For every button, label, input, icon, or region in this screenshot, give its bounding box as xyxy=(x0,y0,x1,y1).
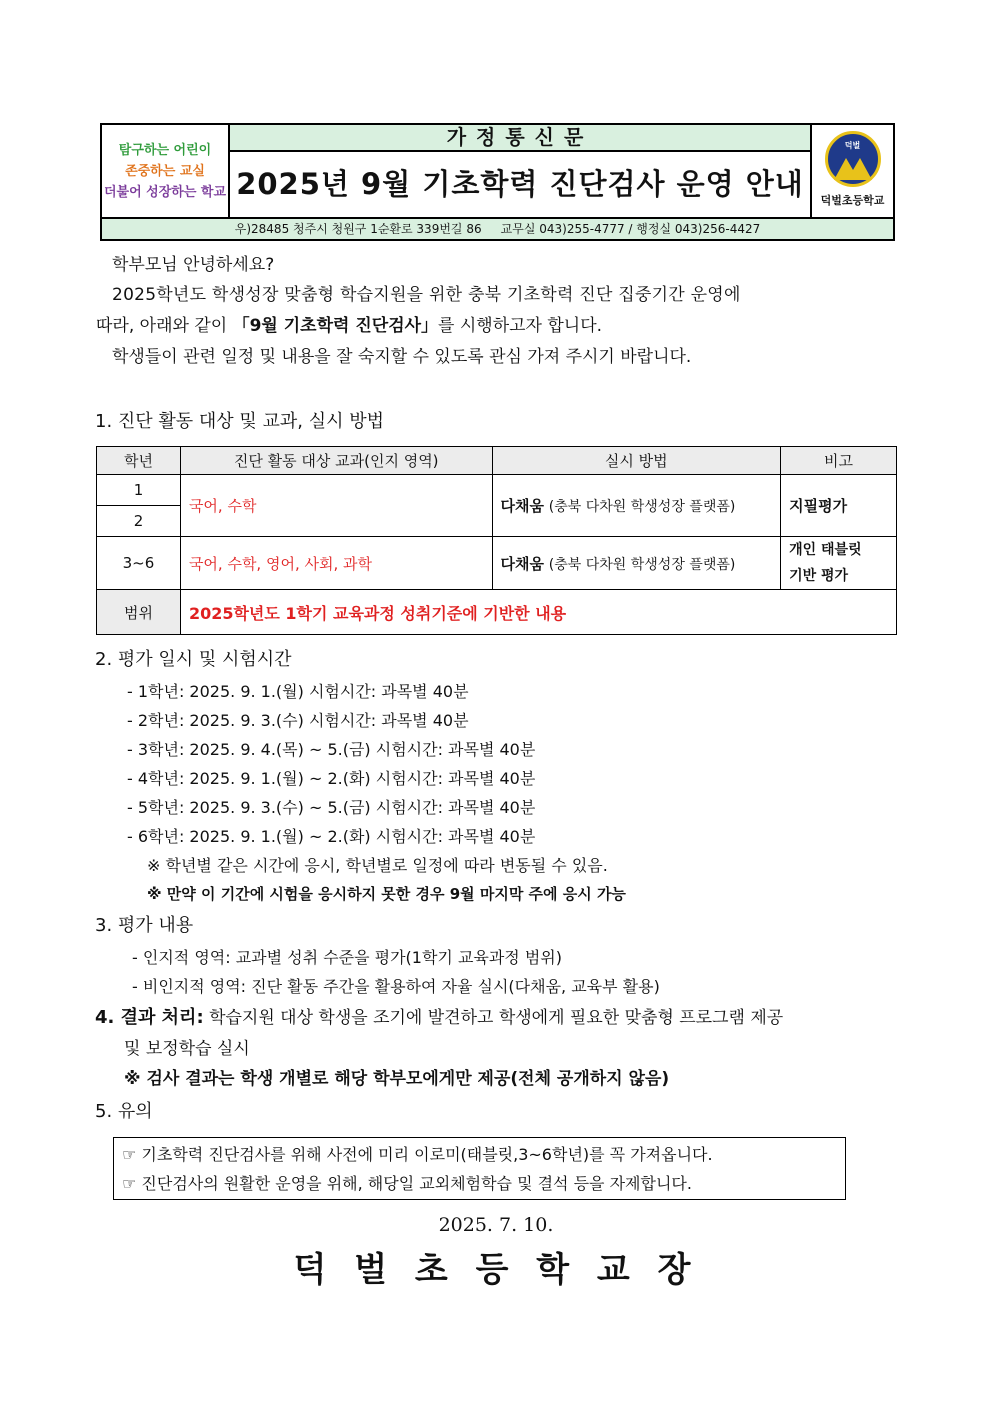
grade-cell: 1 xyxy=(97,475,181,506)
table-row xyxy=(97,537,897,590)
method-name: 다채움 xyxy=(500,497,544,515)
content-list xyxy=(132,943,660,1001)
address-bar xyxy=(102,217,893,239)
motto-line-2: 존중하는 교실 xyxy=(125,163,205,179)
section-2-heading: 2. 평가 일시 및 시험시간 xyxy=(95,649,292,670)
doc-type-label: 가정통신문 xyxy=(230,125,810,152)
subjects-cell: 국어, 수학, 영어, 사회, 과학 xyxy=(180,537,492,590)
section-4-text-1: 학습지원 대상 학생을 조기에 발견하고 학생에게 필요한 맞춤형 프로그램 제공 xyxy=(209,1008,784,1028)
section-4-text-2: 및 보정학습 실시 xyxy=(124,1039,250,1059)
school-logo xyxy=(810,125,893,217)
list-item: - 6학년: 2025. 9. 1.(월) ~ 2.(화) 시험시간: 과목별 40분 xyxy=(127,827,536,846)
list-item: - 1학년: 2025. 9. 1.(월) 시험시간: 과목별 40분 xyxy=(127,682,469,701)
caution-box xyxy=(113,1137,846,1200)
motto-line-3: 더불어 성장하는 학교 xyxy=(103,184,227,200)
method-cell xyxy=(492,475,781,537)
caution-item: ☞ 진단검사의 원활한 운영을 위해, 해당일 교외체험학습 및 결석 등을 자제합니다. xyxy=(122,1174,692,1193)
document-header xyxy=(100,123,895,241)
school-phones: 교무실 043)255-4777 / 행정실 043)256-4427 xyxy=(500,222,761,236)
method-cell xyxy=(492,537,781,590)
table-header-row xyxy=(97,447,897,475)
intro-line-2-pre: 따라, 아래와 같이 xyxy=(96,316,233,336)
schedule-list xyxy=(127,677,626,909)
intro-line-2 xyxy=(96,311,602,341)
note-cell xyxy=(781,537,897,590)
intro-line-3: 학생들이 관련 일정 및 내용을 잘 숙지할 수 있도록 관심 가져 주시기 바랍니다. xyxy=(112,347,692,367)
list-item: - 5학년: 2025. 9. 3.(수) ~ 5.(금) 시험시간: 과목별 40분 xyxy=(127,798,536,817)
diagnosis-table xyxy=(96,446,897,635)
greeting: 학부모님 안녕하세요? xyxy=(112,255,275,275)
col-note: 비고 xyxy=(781,447,897,475)
scope-text: 2025학년도 1학기 교육과정 성취기준에 기반한 내용 xyxy=(180,590,896,635)
list-item: - 4학년: 2025. 9. 1.(월) ~ 2.(화) 시험시간: 과목별 40분 xyxy=(127,769,536,788)
section-4-note: ※ 검사 결과는 학생 개별로 해당 학부모에게만 제공(전체 공개하지 않음) xyxy=(124,1069,670,1089)
note-line-2: 기반 평가 xyxy=(789,568,849,584)
caution-item: ☞ 기초학력 진단검사를 위해 사전에 미리 이로미(태블릿,3~6학년)를 꼭 가져옵니다. xyxy=(122,1145,713,1164)
table-row xyxy=(97,475,897,506)
section-1-heading: 1. 진단 활동 대상 및 교과, 실시 방법 xyxy=(95,411,384,432)
section-3-heading: 3. 평가 내용 xyxy=(95,915,194,936)
page-title: 2025년 9월 기초학력 진단검사 운영 안내 xyxy=(236,167,804,201)
motto-line-1: 탐구하는 어린이 xyxy=(118,142,212,158)
method-name: 다채움 xyxy=(500,554,544,573)
school-address: 우)28485 청주시 청원구 1순환로 339번길 86 xyxy=(234,222,482,236)
list-item: - 2학년: 2025. 9. 3.(수) 시험시간: 과목별 40분 xyxy=(127,711,469,730)
note-cell: 지필평가 xyxy=(781,475,897,537)
scope-row xyxy=(97,590,897,635)
col-subjects: 진단 활동 대상 교과(인지 영역) xyxy=(180,447,492,475)
list-item: - 3학년: 2025. 9. 4.(목) ~ 5.(금) 시험시간: 과목별 40분 xyxy=(127,740,536,759)
emblem-text: 덕벌 xyxy=(844,141,861,150)
school-motto xyxy=(102,125,230,217)
col-method: 실시 방법 xyxy=(492,447,781,475)
schedule-note-2: ※ 만약 이 기간에 시험을 응시하지 못한 경우 9월 마지막 주에 응시 가능 xyxy=(147,885,626,903)
section-5-heading: 5. 유의 xyxy=(95,1101,153,1122)
intro-line-2-post: 를 시행하고자 합니다. xyxy=(438,316,603,336)
section-4-line-1 xyxy=(95,1003,783,1033)
grade-cell: 3~6 xyxy=(97,537,181,590)
school-name: 덕벌초등학교 xyxy=(820,194,885,207)
scope-label: 범위 xyxy=(97,590,181,635)
col-grade: 학년 xyxy=(97,447,181,475)
intro-event-name: 「9월 기초학력 진단검사」 xyxy=(232,316,439,336)
schedule-note-1: ※ 학년별 같은 시간에 응시, 학년별로 일정에 따라 변동될 수 있음. xyxy=(147,856,608,875)
school-emblem-icon xyxy=(825,131,881,187)
intro-line-1: 2025학년도 학생성장 맞춤형 학습지원을 위한 충북 기초학력 진단 집중기간 운영에 xyxy=(112,285,741,305)
list-item: - 인지적 영역: 교과별 성취 수준을 평가(1학기 교육과정 범위) xyxy=(132,948,563,967)
subjects-cell: 국어, 수학 xyxy=(180,475,492,537)
grade-cell: 2 xyxy=(97,506,181,537)
method-desc: (충북 다차원 학생성장 플랫폼) xyxy=(548,556,736,573)
issue-date: 2025. 7. 10. xyxy=(438,1214,554,1236)
principal-signature: 덕 벌 초 등 학 교 장 xyxy=(293,1250,699,1290)
method-desc: (충북 다차원 학생성장 플랫폼) xyxy=(548,499,736,515)
note-line-1: 개인 태블릿 xyxy=(789,542,862,558)
section-4-heading: 4. 결과 처리: xyxy=(95,1007,204,1028)
list-item: - 비인지적 영역: 진단 활동 주간을 활용하여 자율 실시(다채움, 교육부 활용) xyxy=(132,977,660,996)
